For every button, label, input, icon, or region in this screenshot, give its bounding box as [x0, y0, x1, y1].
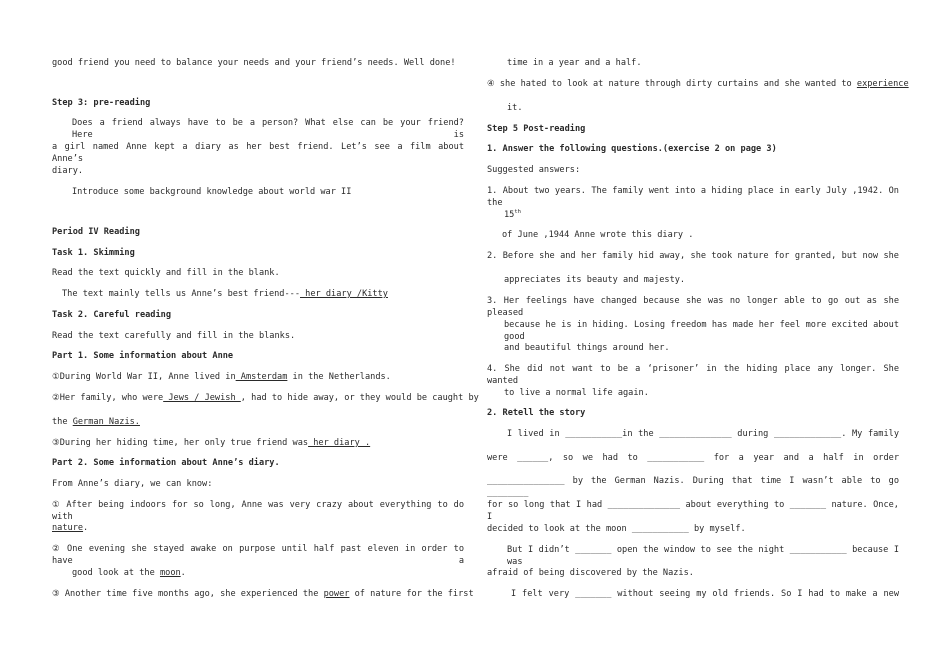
part2-item-1-cont: [52, 522, 464, 534]
retell-line: for so long that I had ______________ about everything to _______ nature. Once, I: [487, 500, 899, 522]
intro-text-line: good friend you need to balance your needs and your friend’s needs. Well done!: [52, 58, 456, 68]
part1-item-2-cont: [52, 416, 464, 428]
part2-heading: Part 2. Some information about Anne’s diary.: [52, 458, 280, 468]
answer-4-cont: to live a normal life again.: [504, 388, 649, 398]
answer-1-cont: of June ,1944 Anne wrote this diary .: [502, 230, 694, 240]
item-text: ③ Another time five months ago, she experienced the: [52, 589, 324, 599]
task2-instruction: Read the text carefully and fill in the blanks.: [52, 331, 296, 341]
answer-3: 3. Her feelings have changed because she was no longer able to go out as she pleased: [487, 296, 899, 318]
item-text: good look at the: [72, 568, 160, 578]
retell-heading: 2. Retell the story: [487, 408, 586, 418]
step3-instruction: Introduce some background knowledge about world war II: [72, 187, 352, 197]
retell-line: _______________ by the German Nazis. During that time I wasn’t able to go ________: [487, 476, 899, 498]
item-text: .: [180, 568, 186, 578]
retell-line: afraid of being discovered by the Nazis.: [487, 568, 694, 578]
part2-item-4: [487, 78, 909, 90]
ordinal-suffix: th: [514, 209, 521, 216]
answer-2-cont: appreciates its beauty and majesty.: [504, 275, 686, 285]
step3-paragraph-line: Does a friend always have to be a person? What else can be your friend? Here is: [72, 118, 464, 140]
step3-heading: Step 3: pre-reading: [52, 98, 151, 108]
item-answer: experience: [856, 79, 909, 89]
item-text: ①During World War II, Anne lived in: [52, 372, 236, 382]
answer-3-cont: and beautiful things around her.: [504, 343, 670, 353]
answer-3-cont: because he is in hiding. Losing freedom has made her feel more excited about good: [504, 320, 899, 342]
suggested-answers-label: Suggested answers:: [487, 165, 581, 175]
retell-line: I felt very _______ without seeing my old friends. So I had to make a new: [511, 589, 899, 599]
step3-paragraph-line: diary.: [52, 166, 84, 176]
day-number: 15: [504, 210, 515, 220]
answer-1: 1. About two years. The family went into a hiding place in early July ,1942. On the: [487, 186, 899, 208]
item-answer: power: [323, 589, 350, 599]
retell-line: decided to look at the moon ___________ by myself.: [487, 524, 746, 534]
task1-question: The text mainly tells us Anne’s best friend---: [62, 289, 300, 299]
task1-answer-line: [62, 288, 474, 300]
item-text: of nature for the first: [349, 589, 474, 599]
item-text: in the Netherlands.: [287, 372, 391, 382]
item-answer: her diary .: [308, 438, 371, 448]
part2-item-3-cont: time in a year and a half.: [507, 58, 642, 68]
part1-item-3: [52, 437, 464, 449]
step5-heading: Step 5 Post-reading: [487, 124, 586, 134]
task2-heading: Task 2. Careful reading: [52, 310, 171, 320]
step3-paragraph-line: a girl named Anne kept a diary as her best friend. Let’s see a film about Anne’s: [52, 142, 464, 164]
item-answer: Amsterdam: [235, 372, 288, 382]
part1-item-1: [52, 371, 464, 383]
part2-item-4-cont: it.: [507, 103, 523, 113]
answer-4: 4. She did not want to be a ‘prisoner’ in the hiding place any longer. She wanted: [487, 364, 899, 386]
item-text: .: [83, 523, 89, 533]
item-answer: German Nazis.: [72, 417, 140, 427]
item-answer: nature: [52, 523, 84, 533]
part1-heading: Part 1. Some information about Anne: [52, 351, 234, 361]
questions-heading: 1. Answer the following questions.(exercise 2 on page 3): [487, 144, 777, 154]
period-heading: Period IV Reading: [52, 227, 140, 237]
part2-item-2-cont: [72, 567, 484, 579]
task1-instruction: Read the text quickly and fill in the blank.: [52, 268, 280, 278]
answer-1-date: [504, 209, 916, 221]
part1-item-2: [52, 392, 479, 404]
task1-answer: her diary /Kitty: [300, 289, 388, 299]
part2-intro: From Anne’s diary, we can know:: [52, 479, 213, 489]
item-text: ④ she hated to look at nature through dirty curtains and she wanted to: [487, 79, 857, 89]
item-text: ③During her hiding time, her only true friend was: [52, 438, 309, 448]
answer-2: 2. Before she and her family hid away, she took nature for granted, but now she: [487, 251, 899, 261]
item-text: ②Her family, who were: [52, 393, 164, 403]
item-text: the: [52, 417, 73, 427]
item-answer: Jews / Jewish: [163, 393, 241, 403]
part2-item-1: ① After being indoors for so long, Anne was very crazy about everything to do with: [52, 500, 464, 522]
retell-line: But I didn’t _______ open the window to see the night ___________ because I was: [507, 545, 899, 567]
part2-item-3: [52, 588, 474, 600]
item-answer: moon: [159, 568, 181, 578]
item-text: , had to hide away, or they would be caught by: [240, 393, 479, 403]
retell-line: I lived in ___________in the ______________ during _____________. My family: [507, 429, 899, 439]
retell-line: were ______, so we had to ___________ for a year and a half in order: [487, 453, 899, 463]
task1-heading: Task 1. Skimming: [52, 248, 135, 258]
part2-item-2: ② One evening she stayed awake on purpose until half past eleven in order to have a: [52, 544, 464, 566]
